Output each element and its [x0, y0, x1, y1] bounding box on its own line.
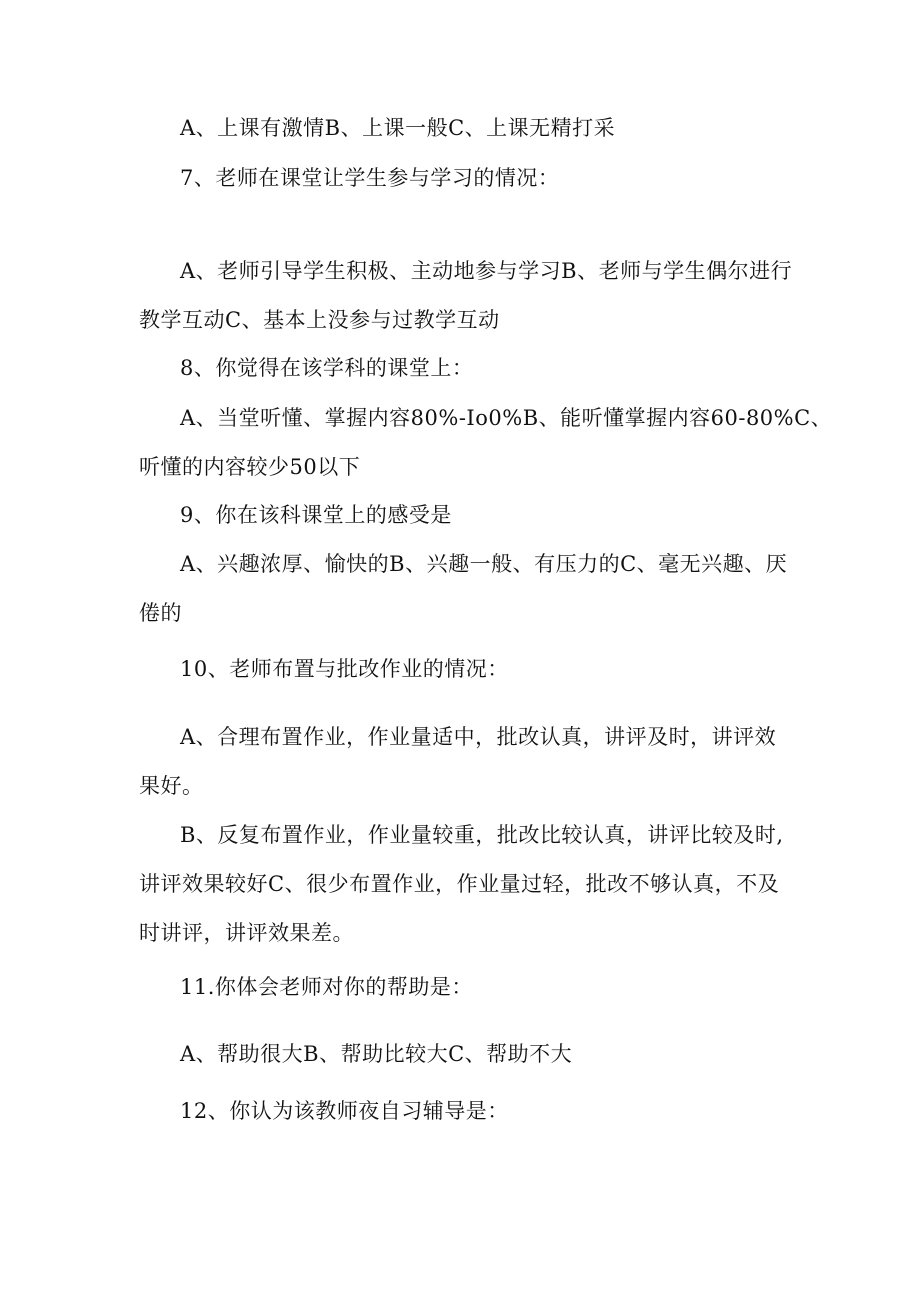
q7-options-line-2: 教学互动C、基本上没参与过教学互动 — [139, 308, 500, 332]
q10-option-a-line-2: 果好。 — [139, 774, 204, 798]
q8-question: 8、你觉得在该学科的课堂上： — [180, 356, 474, 380]
q10-option-b-line-2: 讲评效果较好C、很少布置作业，作业量过轻，批改不够认真，不及 — [139, 872, 780, 896]
q10-option-b-line-3: 时讲评，讲评效果差。 — [139, 921, 354, 945]
q6-options: A、上课有激情B、上课一般C、上课无精打采 — [180, 116, 616, 140]
q11-options: A、帮助很大B、帮助比较大C、帮助不大 — [180, 1042, 573, 1066]
q9-options-line-1: A、兴趣浓厚、愉快的B、兴趣一般、有压力的C、毫无兴趣、厌 — [180, 552, 788, 576]
q7-question: 7、老师在课堂让学生参与学习的情况： — [180, 166, 560, 190]
q10-option-a-line-1: A、合理布置作业，作业量适中，批改认真，讲评及时，讲评效 — [180, 725, 777, 749]
q10-option-b-line-1: B、反复布置作业，作业量较重，批改比较认真，讲评比较及时, — [180, 823, 784, 847]
q8-options-line-1: A、当堂听懂、掌握内容80%-Io0%B、能听懂掌握内容60-80%C、 — [180, 406, 833, 430]
q9-options-line-2: 倦的 — [139, 601, 182, 625]
q10-question: 10、老师布置与批改作业的情况： — [180, 657, 509, 681]
q7-options-line-1: A、老师引导学生积极、主动地参与学习B、老师与学生偶尔进行 — [180, 259, 793, 283]
q11-question: 11.你体会老师对你的帮助是： — [180, 975, 473, 999]
q9-question: 9、你在该科课堂上的感受是 — [180, 503, 452, 527]
q12-question: 12、你认为该教师夜自习辅导是： — [180, 1099, 509, 1123]
q8-options-line-2: 听懂的内容较少50以下 — [139, 455, 361, 479]
